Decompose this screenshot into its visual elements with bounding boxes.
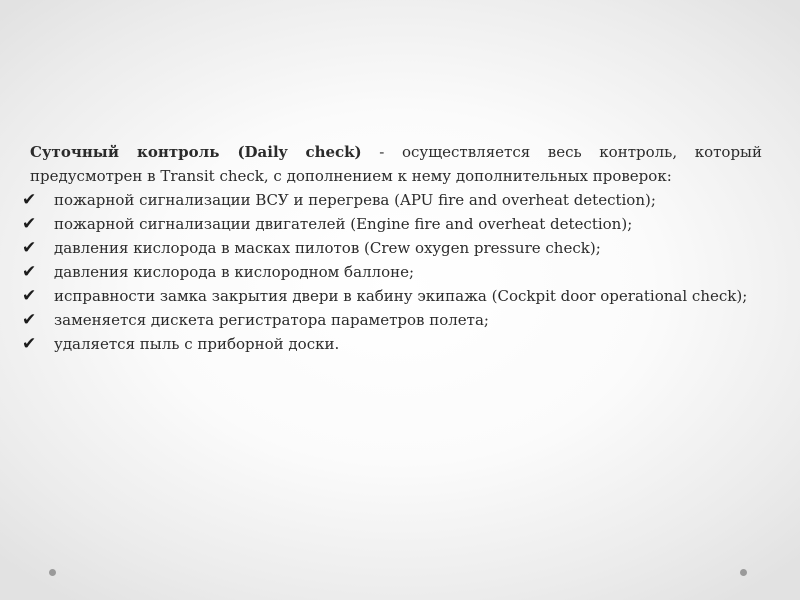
list-item: [20, 308, 762, 332]
checkmark-icon: ✔: [22, 214, 37, 234]
decorative-dot-left: [49, 569, 56, 576]
slide-content: [20, 140, 762, 356]
list-item-text: давления кислорода в масках пилотов (Crew oxygen pressure check);: [54, 239, 601, 257]
list-item-text: давления кислорода в кислородном баллоне;: [54, 263, 415, 281]
list-item: [20, 332, 762, 356]
checkmark-icon: ✔: [22, 334, 37, 354]
checkmark-icon: ✔: [22, 238, 37, 258]
checkmark-icon: ✔: [22, 310, 37, 330]
list-item-text: удаляется пыль с приборной доски.: [54, 335, 340, 353]
list-item: [20, 260, 762, 284]
list-item-text: пожарной сигнализации двигателей (Engine fire and overheat detection);: [54, 215, 633, 233]
check-list: [20, 188, 762, 356]
list-item-text: заменяется дискета регистратора параметров полета;: [54, 311, 489, 329]
list-item-text: исправности замка закрытия двери в кабину экипажа (Cockpit door operational check);: [54, 287, 748, 305]
list-item: [20, 212, 762, 236]
intro-text: - осуществляется весь контроль, который предусмотрен в Transit check, с дополнением к нему дополнительных проверок:: [30, 143, 762, 185]
intro-paragraph: [30, 140, 762, 188]
checkmark-icon: ✔: [22, 262, 37, 282]
decorative-dot-right: [740, 569, 747, 576]
list-item-text: пожарной сигнализации ВСУ и перегрева (APU fire and overheat detection);: [54, 191, 656, 209]
list-item: [20, 188, 762, 212]
list-item: [20, 236, 762, 260]
list-item: [20, 284, 762, 308]
checkmark-icon: ✔: [22, 286, 37, 306]
intro-term: Суточный контроль (Daily check): [30, 143, 362, 161]
checkmark-icon: ✔: [22, 190, 37, 210]
